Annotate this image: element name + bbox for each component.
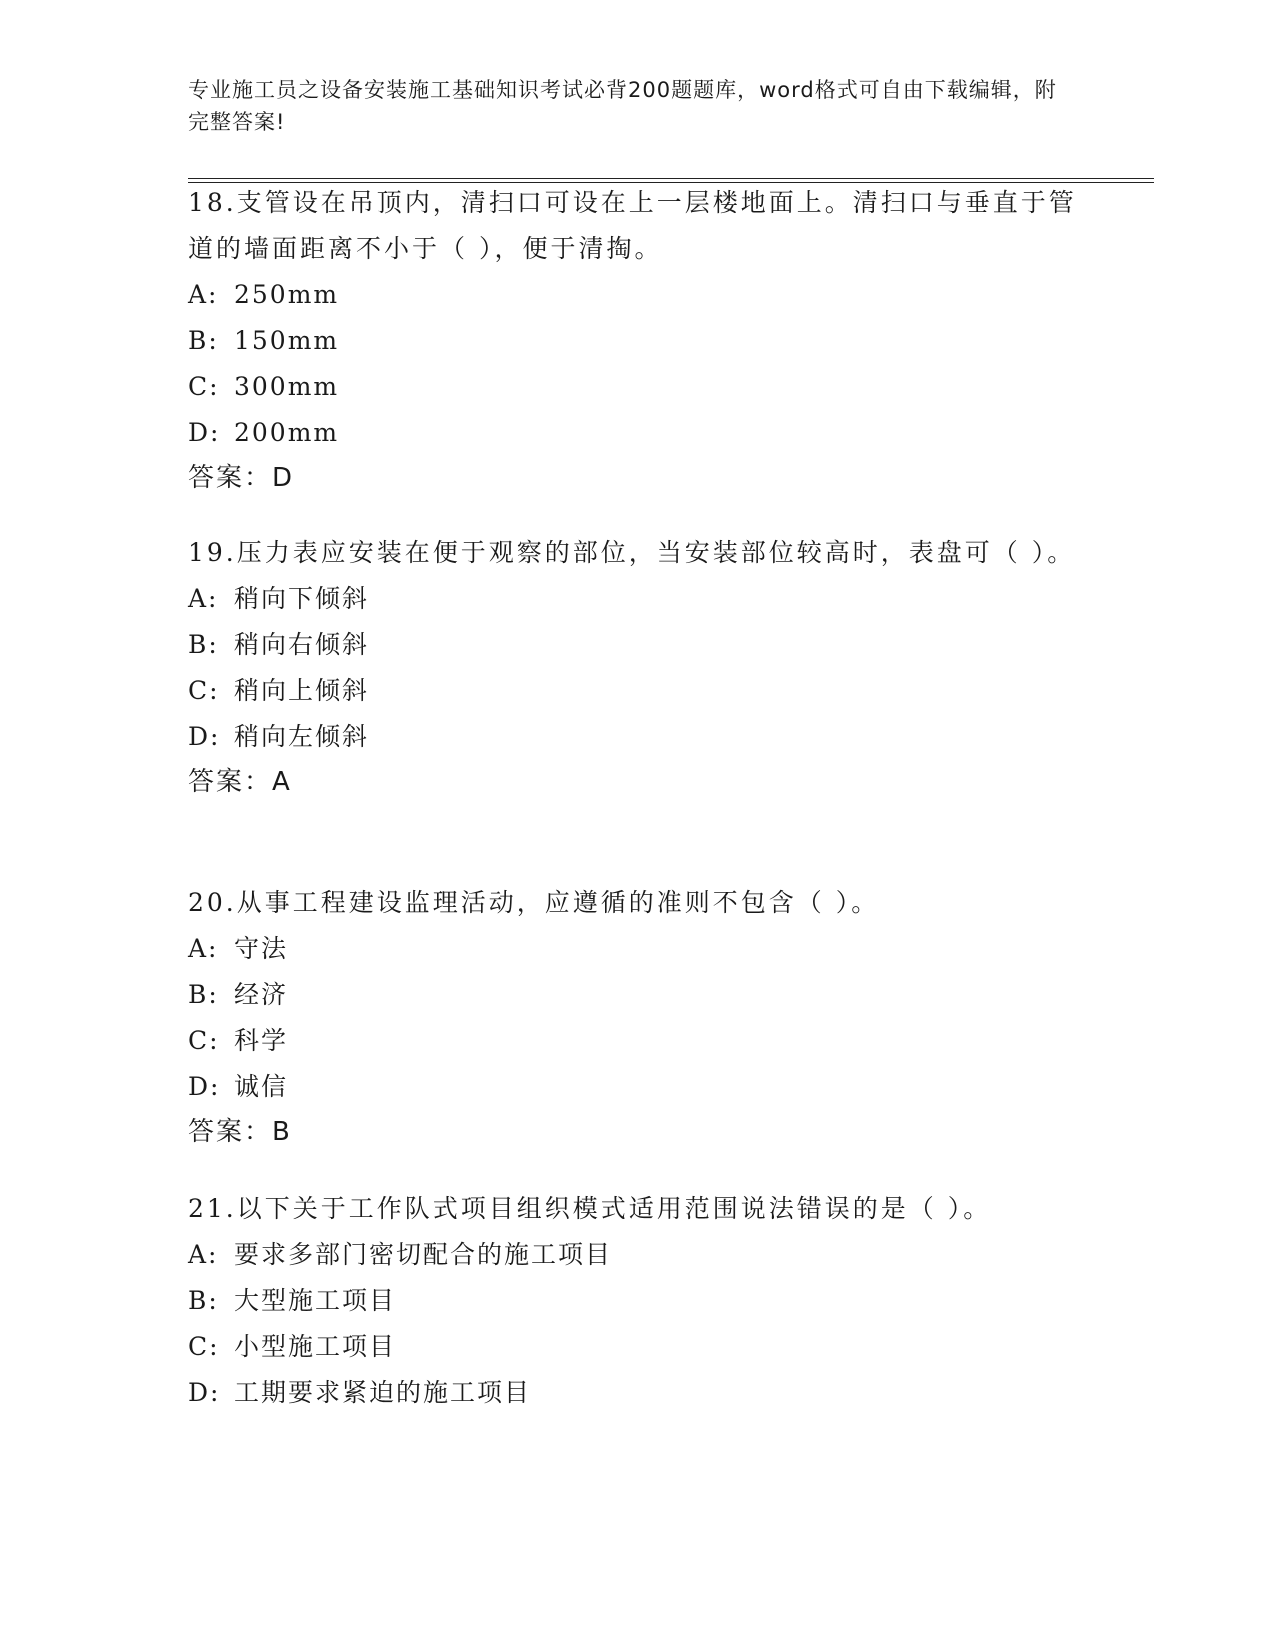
option-value: 工期要求紧迫的施工项目: [234, 1378, 532, 1407]
option-a: [188, 576, 1088, 622]
option-c: [188, 1018, 1088, 1064]
option-key: C:: [188, 1026, 220, 1055]
option-value: 诚信: [234, 1072, 289, 1101]
answer: 答案：D: [188, 463, 295, 493]
option-value: 大型施工项目: [234, 1286, 397, 1315]
option-d: [188, 1064, 1088, 1110]
option-value: 经济: [234, 980, 289, 1009]
option-d: [188, 714, 1088, 760]
document-page: [188, 0, 1148, 1650]
option-key: A:: [188, 1240, 219, 1269]
question-21: [188, 1186, 1088, 1416]
option-a: [188, 272, 1088, 318]
option-b: [188, 318, 1088, 364]
option-key: B:: [188, 1286, 219, 1315]
option-value: 科学: [234, 1026, 289, 1055]
option-value: 稍向右倾斜: [234, 630, 370, 659]
question-19: [188, 530, 1088, 804]
question-text: 19.压力表应安装在便于观察的部位，当安装部位较高时，表盘可（ ）。: [188, 538, 1076, 567]
option-key: B:: [188, 326, 219, 355]
option-key: A:: [188, 934, 219, 963]
option-d: [188, 410, 1088, 456]
option-key: C:: [188, 676, 220, 705]
option-key: D:: [188, 1072, 221, 1101]
question-text: 21.以下关于工作队式项目组织模式适用范围说法错误的是（ ）。: [188, 1194, 992, 1223]
option-value: 150mm: [234, 326, 340, 355]
option-a: [188, 926, 1088, 972]
option-value: 300mm: [234, 372, 340, 401]
question-18: [188, 180, 1088, 500]
option-value: 200mm: [234, 418, 340, 447]
option-value: 稍向左倾斜: [234, 722, 370, 751]
option-c: [188, 668, 1088, 714]
option-d: [188, 1370, 1088, 1416]
option-key: B:: [188, 980, 219, 1009]
option-value: 250mm: [234, 280, 340, 309]
answer: 答案：B: [188, 1117, 292, 1147]
option-b: [188, 622, 1088, 668]
option-c: [188, 364, 1088, 410]
option-b: [188, 1278, 1088, 1324]
option-key: C:: [188, 1332, 220, 1361]
option-b: [188, 972, 1088, 1018]
option-a: [188, 1232, 1088, 1278]
option-key: C:: [188, 372, 220, 401]
question-text: 18.支管设在吊顶内，清扫口可设在上一层楼地面上。清扫口与垂直于管道的墙面距离不小于（ ），便于清掏。: [188, 188, 1077, 263]
option-value: 稍向上倾斜: [234, 676, 370, 705]
option-key: B:: [188, 630, 219, 659]
document-header: 专业施工员之设备安装施工基础知识考试必背200题题库，word格式可自由下载编辑，附完整答案!: [188, 78, 1057, 134]
option-value: 守法: [234, 934, 289, 963]
option-key: A:: [188, 280, 219, 309]
question-text: 20.从事工程建设监理活动，应遵循的准则不包含（ ）。: [188, 888, 880, 917]
answer: 答案：A: [188, 767, 292, 797]
option-key: A:: [188, 584, 219, 613]
option-key: D:: [188, 1378, 221, 1407]
question-20: [188, 880, 1088, 1154]
option-value: 小型施工项目: [234, 1332, 397, 1361]
option-key: D:: [188, 418, 221, 447]
option-value: 稍向下倾斜: [234, 584, 370, 613]
option-c: [188, 1324, 1088, 1370]
option-key: D:: [188, 722, 221, 751]
option-value: 要求多部门密切配合的施工项目: [234, 1240, 613, 1269]
